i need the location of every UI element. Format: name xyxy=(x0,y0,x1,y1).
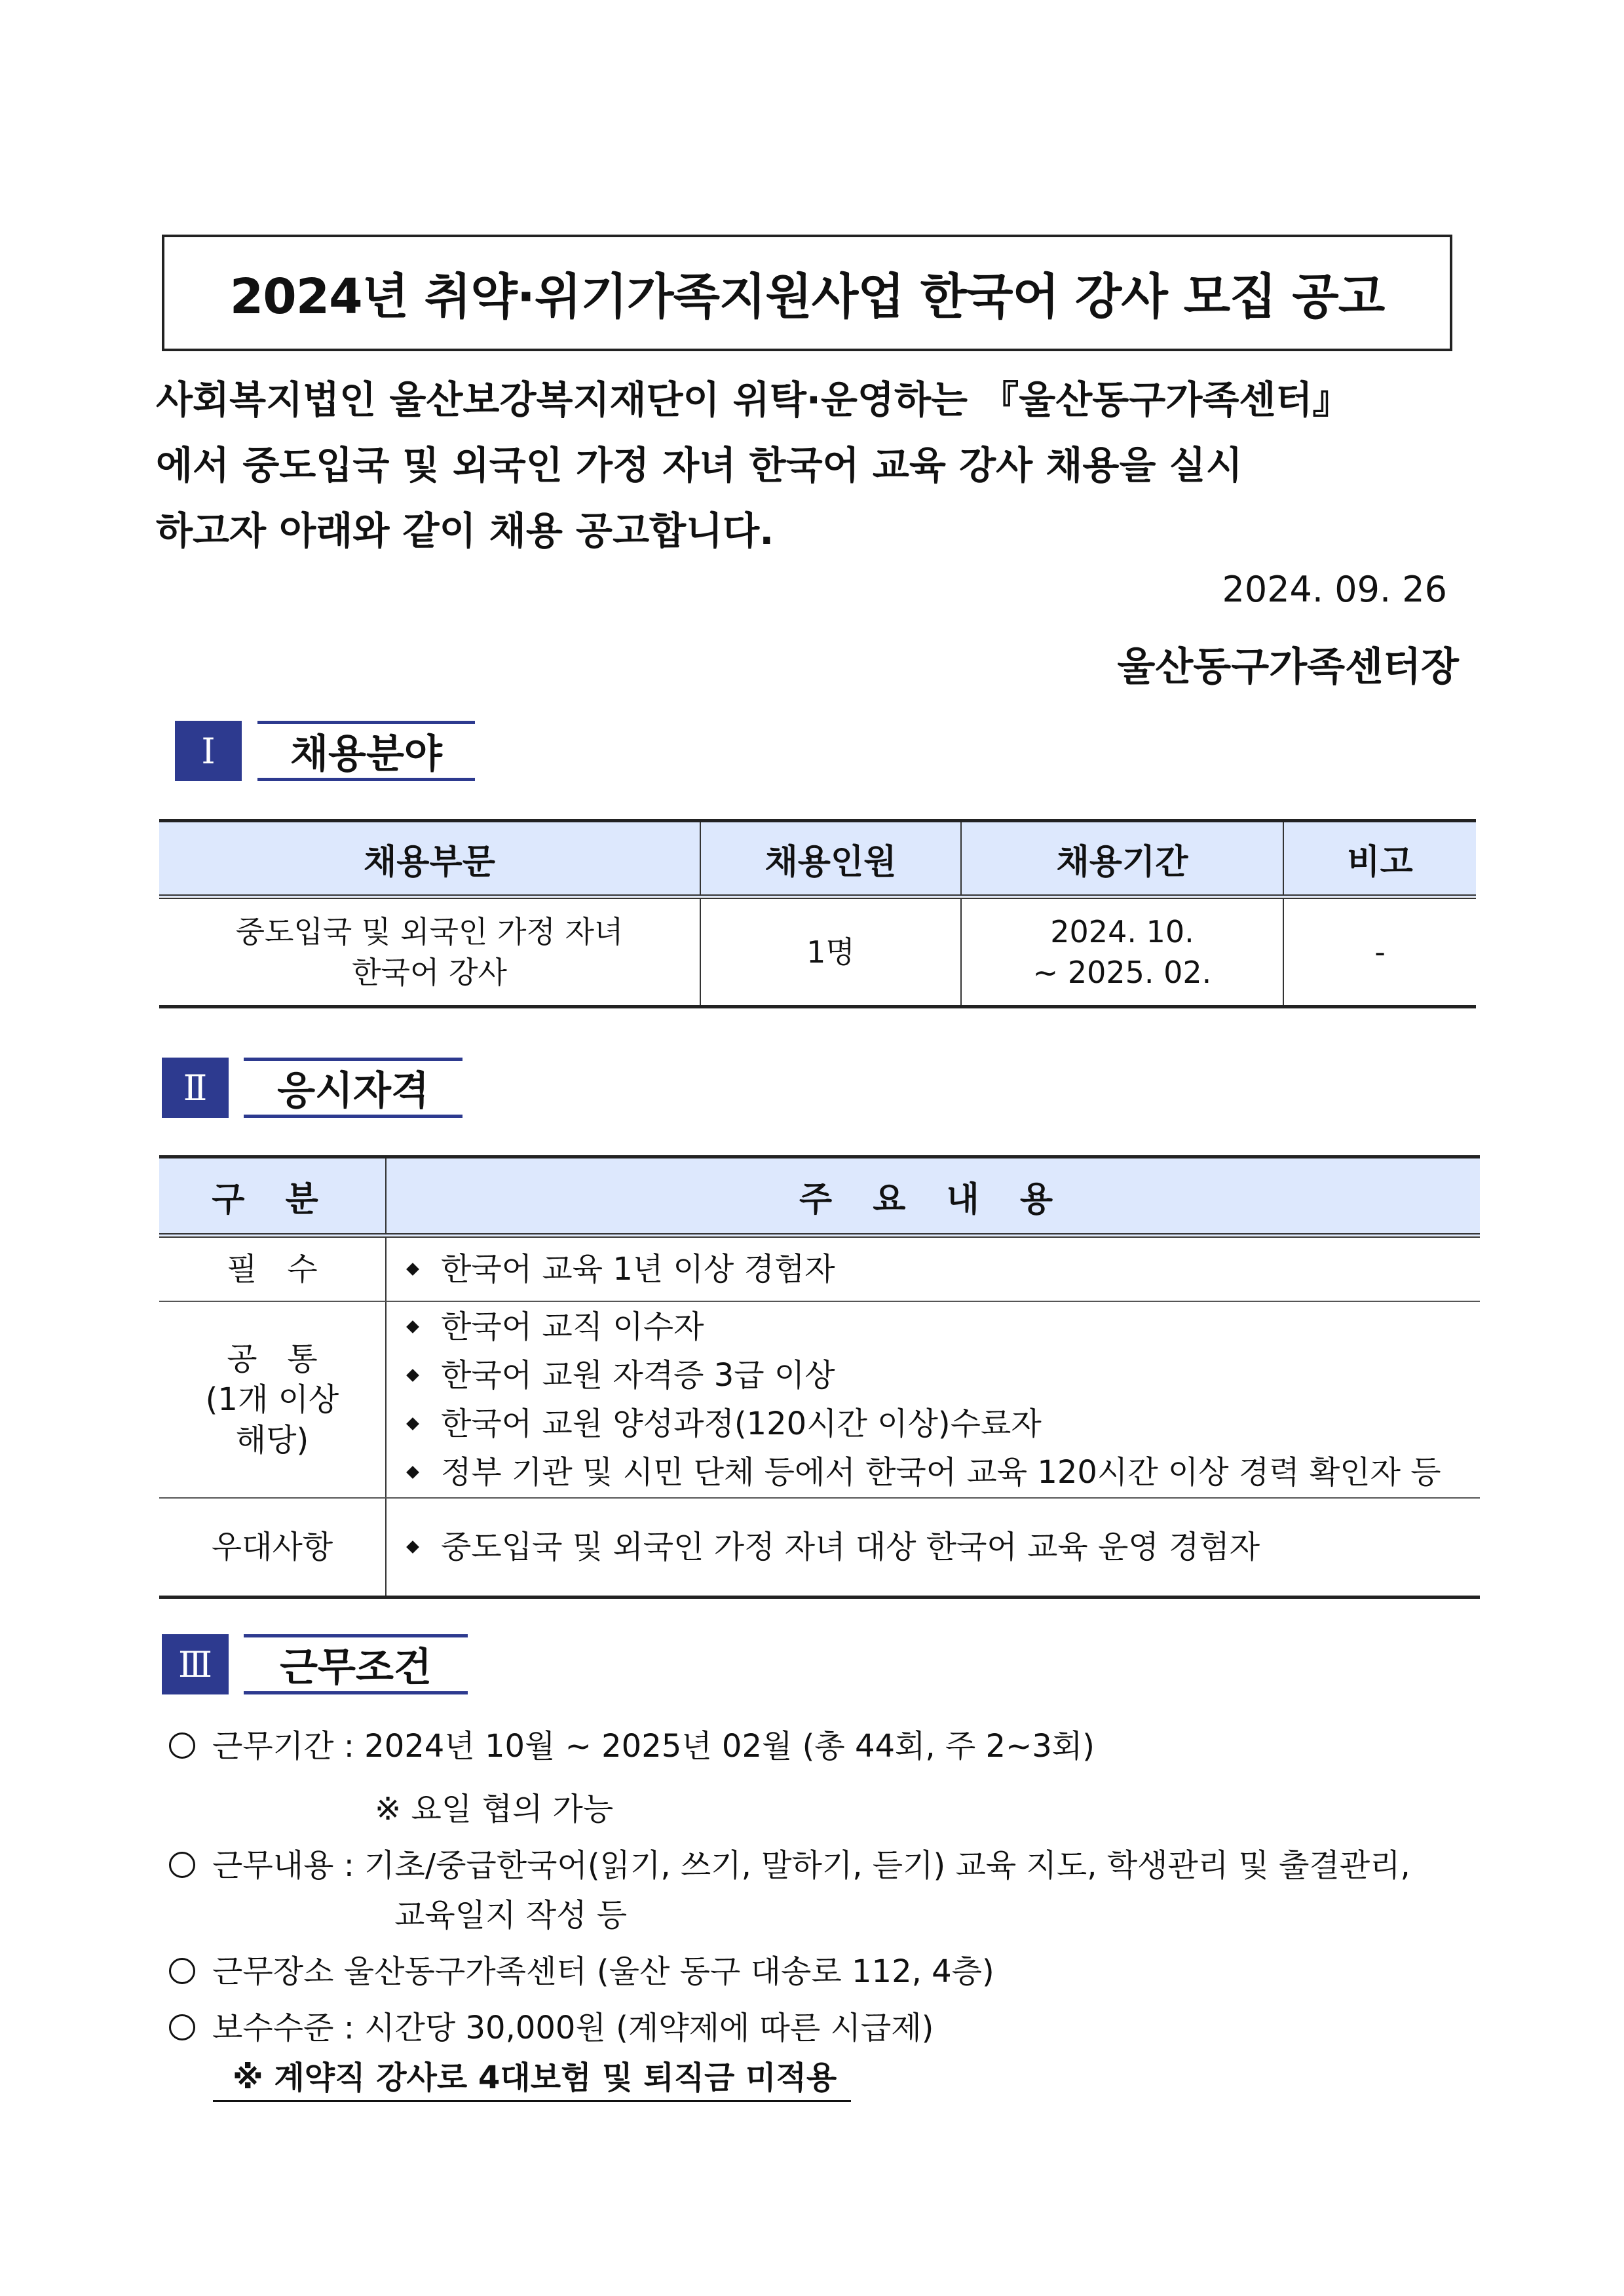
row-common-category xyxy=(159,1301,386,1498)
recruitment-table xyxy=(159,819,1476,1008)
section3-number: Ⅲ xyxy=(162,1634,229,1694)
header-content: 주 요 내 용 xyxy=(386,1157,1480,1236)
condition-content-cont: 교육일지 작성 등 xyxy=(394,1897,628,1934)
intro-line-3: 하고자 아래와 같이 채용 공고합니다. xyxy=(156,508,774,553)
circle-bullet-icon xyxy=(169,1852,195,1878)
header-field: 채용부문 xyxy=(159,821,700,897)
header-count: 채용인원 xyxy=(700,821,961,897)
period-line-2: ~ 2025. 02. xyxy=(1032,955,1212,990)
intro-line-1: 사회복지법인 울산보강복지재단이 위탁·운영하는 『울산동구가족센터』 xyxy=(156,377,1351,422)
header-note: 비고 xyxy=(1283,821,1476,897)
cell-period xyxy=(961,897,1283,1007)
qualification-table xyxy=(159,1155,1480,1599)
field-line-2: 한국어 강사 xyxy=(352,955,507,990)
table-row xyxy=(159,1498,1480,1598)
period-line-1: 2024. 10. xyxy=(1050,914,1194,949)
intro-text xyxy=(156,367,1466,564)
header-category: 구 분 xyxy=(159,1157,386,1236)
cell-note: - xyxy=(1283,897,1476,1007)
section1-number: Ⅰ xyxy=(175,721,242,781)
condition-content xyxy=(169,1843,1410,1888)
condition-period xyxy=(169,1723,1095,1769)
circle-bullet-icon xyxy=(169,1732,195,1759)
condition-content-text: 근무내용 : 기초/중급한국어(읽기, 쓰기, 말하기, 듣기) 교육 지도, 학생관리 및 출결관리, xyxy=(212,1847,1410,1884)
title-box xyxy=(162,235,1452,351)
row-preferred-category: 우대사항 xyxy=(159,1498,386,1598)
table-header-row xyxy=(159,821,1476,897)
section1-title: 채용분야 xyxy=(257,721,475,781)
list-item: 한국어 교원 자격증 3급 이상 xyxy=(402,1351,1479,1400)
common-category-line-3: 해당) xyxy=(235,1421,309,1459)
condition-period-note: ※ 요일 협의 가능 xyxy=(375,1791,614,1827)
row-preferred-content xyxy=(386,1498,1480,1598)
intro-line-2: 에서 중도입국 및 외국인 가정 자녀 한국어 교육 강사 채용을 실시 xyxy=(156,443,1243,488)
field-line-1: 중도입국 및 외국인 가정 자녀 xyxy=(235,914,624,949)
condition-place-text: 근무장소 울산동구가족센터 (울산 동구 대송로 112, 4층) xyxy=(212,1953,994,1990)
list-item: 한국어 교직 이수자 xyxy=(402,1303,1479,1351)
common-category-line-1: 공 통 xyxy=(227,1340,318,1377)
list-item: 중도입국 및 외국인 가정 자녀 대상 한국어 교육 운영 경험자 xyxy=(402,1523,1479,1571)
section2-number: Ⅱ xyxy=(162,1058,229,1118)
section2-title: 응시자격 xyxy=(244,1058,463,1118)
announcement-author: 울산동구가족센터장 xyxy=(1117,644,1459,690)
table-header-row xyxy=(159,1157,1480,1236)
row-common-content xyxy=(386,1301,1480,1498)
condition-pay-text: 보수수준 : 시간당 30,000원 (계약제에 따른 시급제) xyxy=(212,2010,934,2046)
page-title: 2024년 취약·위기가족지원사업 한국어 강사 모집 공고 xyxy=(229,269,1385,325)
announcement-date: 2024. 09. 26 xyxy=(1222,569,1447,610)
list-item: 한국어 교육 1년 이상 경험자 xyxy=(402,1245,1479,1293)
common-category-line-2: (1개 이상 xyxy=(205,1381,339,1418)
section3-title: 근무조건 xyxy=(244,1634,468,1694)
condition-place xyxy=(169,1949,994,1995)
row-required-category: 필 수 xyxy=(159,1236,386,1301)
cell-field xyxy=(159,897,700,1007)
condition-period-text: 근무기간 : 2024년 10월 ~ 2025년 02월 (총 44회, 주 2~3회) xyxy=(212,1728,1095,1765)
cell-count: 1명 xyxy=(700,897,961,1007)
list-item: 정부 기관 및 시민 단체 등에서 한국어 교육 120시간 이상 경력 확인자 등 xyxy=(402,1448,1479,1497)
header-period: 채용기간 xyxy=(961,821,1283,897)
table-row xyxy=(159,1236,1480,1301)
circle-bullet-icon xyxy=(169,2014,195,2040)
table-row xyxy=(159,1301,1480,1498)
row-required-content xyxy=(386,1236,1480,1301)
final-note: ※ 계약직 강사로 4대보험 및 퇴직금 미적용 xyxy=(213,2052,851,2102)
circle-bullet-icon xyxy=(169,1958,195,1984)
table-row xyxy=(159,897,1476,1007)
list-item: 한국어 교원 양성과정(120시간 이상)수료자 xyxy=(402,1400,1479,1448)
condition-pay xyxy=(169,2005,934,2051)
